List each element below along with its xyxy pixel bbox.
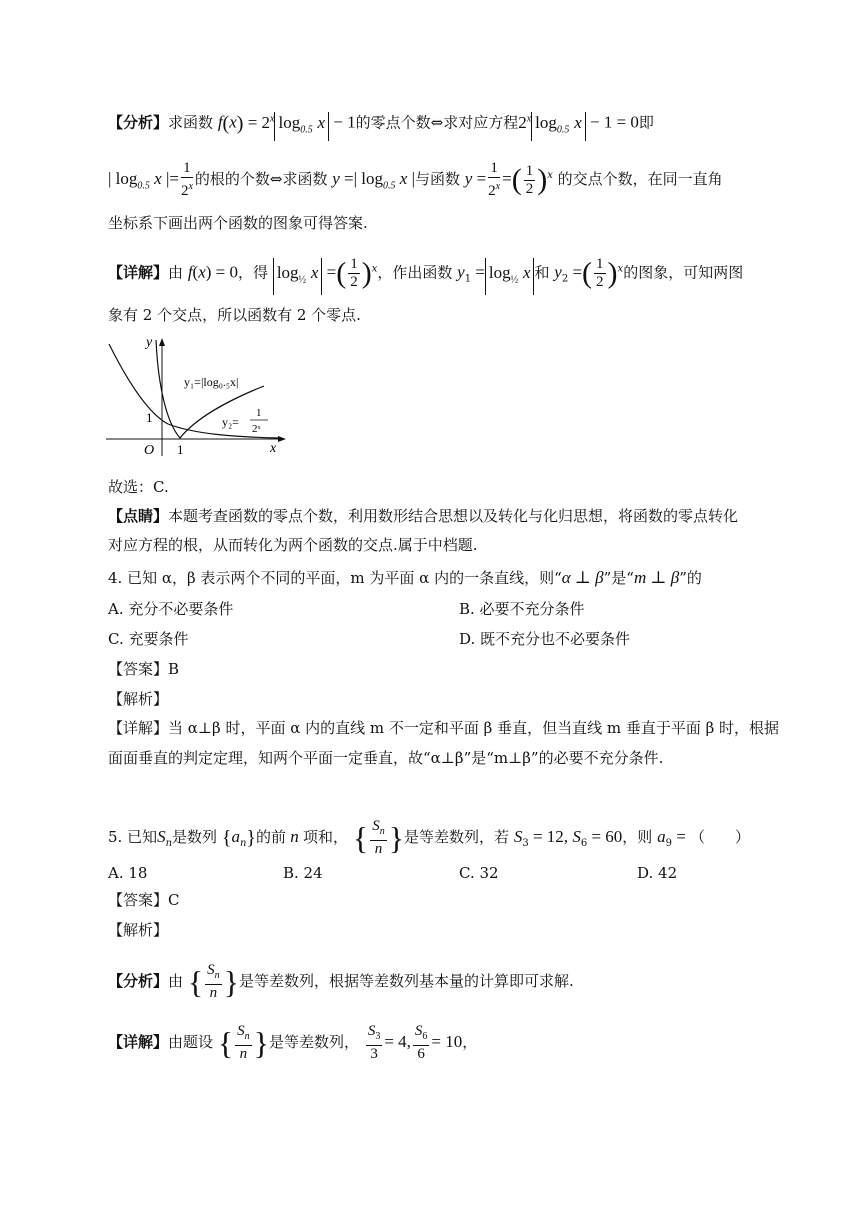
q4-detail-line-1: 【详解】当 α⊥β 时，平面 α 内的直线 m 不一定和平面 β 垂直，但当直线 m 垂直于平面 β 时，根据 — [108, 719, 780, 737]
q4-option-d[interactable]: D. 既不充分也不必要条件 — [459, 630, 631, 648]
q4-option-a[interactable]: A. 充分不必要条件 — [108, 600, 234, 618]
text: 5. 已知 — [108, 828, 158, 846]
label-y2-den: 2ˣ — [252, 423, 261, 435]
q4-analysis: 【解析】 — [108, 690, 169, 708]
text: 的根的个数⇔求函数 — [194, 170, 328, 188]
q3-comment-line-1 — [108, 505, 738, 527]
x-axis-label: x — [270, 441, 277, 456]
text: 是等差数列，若 — [404, 828, 510, 846]
q4-answer: 【答案】B — [108, 660, 180, 678]
text: 是等差数列，根据等差数列基本量的计算即可求解. — [239, 972, 574, 990]
text: ， — [462, 1033, 478, 1051]
q3-detail-line-1: 【详解】由 f(x) = 0，得 $\log_{\frac{1}{2}} x$ =( $\frac{1}{2}$ )$^x$，作出函数 $y_1 = \log_{\frac{1}{2}} x$ 和 $y_2$ =( $\frac{1}{2}$ )$^x$的图象，可知两图 — [108, 256, 743, 295]
tick-1-y: 1 — [146, 410, 153, 425]
text: 求函数 — [168, 113, 214, 132]
label-y2: y₂= — [222, 415, 239, 429]
q3-answer-choice: 故选：C. — [108, 478, 169, 496]
origin-label: O — [144, 443, 155, 458]
q5-analysis: 【解析】 — [108, 921, 169, 939]
q3-analysis-line-2: | $\log_{0.5} x$ |= $\frac{1}{2^x}$ 的根的个数⇔求函数 y =| $\log_{0.5} x$ |与函数 y = $\frac{1}{2^x}$ =( $\frac{1}{2}$ )$^x$ 的交点个数，在同一直角 — [108, 160, 723, 199]
q4-detail-line-2: 面面垂直的判定定理，知两个平面一定垂直，故“α⊥β”是“m⊥β”的必要不充分条件. — [108, 749, 664, 767]
text: 本题考查函数的零点个数，利用数形结合思想以及转化与化归思想，将函数的零点转化 — [168, 507, 739, 525]
text: ”是“ — [603, 569, 634, 587]
tick-1-x: 1 — [177, 442, 184, 457]
q3-analysis-line-1: 【分析】求函数 $f(x) = 2^x$ $\log_{0.5} x - 1$的零点个数⇔求对应方程2$^x$ $\log_{0.5} x - 1 = 0$即 — [108, 108, 654, 141]
curve-y1 — [156, 340, 264, 438]
y-axis-label: y — [146, 335, 153, 350]
y-axis-arrow-icon — [159, 338, 165, 346]
fraction: $\frac{1}{2^x}$ — [180, 160, 193, 199]
text: 是等差数列， — [269, 1033, 360, 1051]
q5-option-b[interactable]: B. 24 — [283, 864, 323, 882]
text: ，作出函数 — [377, 263, 453, 282]
text: 即 — [638, 113, 654, 132]
text: 的图象，可知两图 — [623, 263, 744, 282]
text: 的交点个数，在同一直角 — [557, 170, 723, 188]
text: 和 — [534, 263, 550, 282]
q5-detail-line: 【详解】由题设 { $\frac{S_n}{n}$ }是等差数列， $\frac{S_3}{3}$ = 4, $\frac{S_6}{6}$ = 10， — [108, 1023, 478, 1062]
label-y2-num: 1 — [256, 407, 262, 419]
detail-label: 【详解】 — [108, 263, 169, 282]
fraction: $\frac{1}{2^x}$ — [488, 160, 501, 199]
text: 由 — [168, 263, 184, 282]
analysis-label: 【分析】 — [108, 972, 169, 990]
function-graph — [104, 334, 294, 459]
q3-analysis-line-3: 坐标系下画出两个函数的图象可得答案. — [108, 214, 368, 232]
q4-option-b[interactable]: B. 必要不充分条件 — [459, 600, 585, 618]
q5-option-c[interactable]: C. 32 — [459, 864, 499, 882]
text: （ ） — [690, 828, 751, 846]
q5-option-a[interactable]: A. 18 — [108, 864, 148, 882]
q5-option-d[interactable]: D. 42 — [637, 864, 678, 882]
text: ，则 — [622, 828, 653, 846]
text: 由题设 — [168, 1033, 214, 1051]
q5-answer: 【答案】C — [108, 891, 180, 909]
text: 的前 — [256, 828, 287, 846]
q3-comment-line-2: 对应方程的根，从而转化为两个函数的交点.属于中档题. — [108, 536, 478, 554]
q5-stem: 5. 已知$S_n$是数列 $\{a_n\}$的前 n 项和， { $\frac{S_n}{n}$ }是等差数列，若 $S_3 = 12$, $S_6 = 60$，则 $a_9$ = （ ） — [108, 818, 751, 857]
formula-f: f — [217, 112, 223, 132]
q3-detail-line-2: 象有 2 个交点，所以函数有 2 个零点. — [108, 306, 361, 324]
x-axis-arrow-icon — [278, 436, 286, 442]
q5-analysis-line: 【分析】由 { $\frac{S_n}{n}$ }是等差数列，根据等差数列基本量的计算即可求解. — [108, 962, 574, 1001]
text: 的零点个数⇔求对应方程 — [355, 113, 519, 132]
text: 是数列 — [172, 828, 218, 846]
detail-label: 【详解】 — [108, 1033, 169, 1051]
text: 项和， — [303, 828, 349, 846]
text: ”的 — [679, 569, 702, 587]
text: ，得 — [238, 263, 269, 282]
comment-label: 【点睛】 — [108, 507, 169, 525]
q4-option-c[interactable]: C. 充要条件 — [108, 630, 189, 648]
q4-stem: 4. 已知 α，β 表示两个不同的平面，m 为平面 α 内的一条直线，则“α ⊥ β”是“m ⊥ β”的 — [108, 568, 702, 587]
text: 由 — [168, 972, 184, 990]
text: 4. 已知 α，β 表示两个不同的平面，m 为平面 α 内的一条直线，则“ — [108, 569, 562, 587]
analysis-label: 【分析】 — [108, 113, 169, 132]
text: 与函数 — [414, 170, 460, 188]
label-y1: y₁=|log₀.₅x| — [184, 375, 239, 389]
